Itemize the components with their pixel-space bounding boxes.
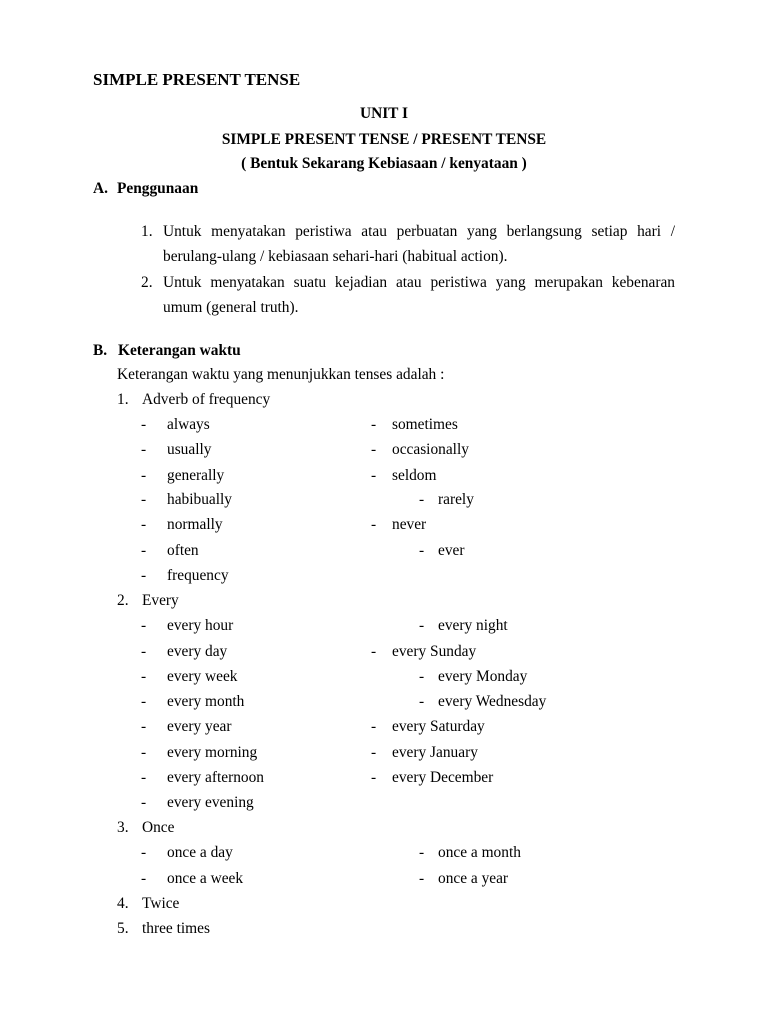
list-item-text: habibually <box>167 491 232 508</box>
bullet-dash: - <box>371 441 377 458</box>
list-item-text: normally <box>167 516 223 533</box>
list-item-text: every January <box>392 744 478 761</box>
list-item <box>371 416 458 434</box>
list-item <box>141 693 244 711</box>
list-item <box>419 693 546 711</box>
bullet-dash: - <box>141 441 147 458</box>
bullet-dash: - <box>141 744 147 761</box>
group-heading <box>117 391 270 409</box>
bullet-dash: - <box>419 542 425 559</box>
list-item-text: every Wednesday <box>438 693 547 710</box>
bullet-dash: - <box>141 718 147 735</box>
list-item <box>141 542 199 560</box>
list-item-text: every morning <box>167 744 258 761</box>
usage-item-text: umum (general truth). <box>163 299 299 316</box>
list-item <box>141 643 227 661</box>
list-item <box>419 668 527 686</box>
list-item-text: every Monday <box>438 668 528 685</box>
bullet-dash: - <box>141 769 147 786</box>
unit-title: SIMPLE PRESENT TENSE / PRESENT TENSE <box>221 131 547 148</box>
usage-item-text: berulang-ulang / kebiasaan sehari-hari (habitual action). <box>163 248 508 265</box>
unit-subtitle: ( Bentuk Sekarang Kebiasaan / kenyataan ) <box>241 155 527 172</box>
bullet-dash: - <box>141 668 147 685</box>
bullet-dash: - <box>141 467 147 484</box>
section-a-heading <box>93 180 198 198</box>
section-marker: B. <box>93 342 108 359</box>
list-item-text: every month <box>167 693 245 710</box>
list-item-text: every December <box>392 769 494 786</box>
list-item-text: frequency <box>167 567 229 584</box>
bullet-dash: - <box>419 491 425 508</box>
bullet-dash: - <box>141 643 147 660</box>
list-item-text: once a week <box>167 870 244 887</box>
list-item <box>141 491 232 509</box>
list-item-text: every day <box>167 643 228 660</box>
group-title: Twice <box>142 895 180 912</box>
list-item-text: generally <box>167 467 225 484</box>
group-number: 4. <box>117 895 129 912</box>
document-title: SIMPLE PRESENT TENSE <box>93 70 301 89</box>
bullet-dash: - <box>141 567 147 584</box>
bullet-dash: - <box>419 617 425 634</box>
bullet-dash: - <box>371 467 377 484</box>
group-title: Once <box>142 819 175 836</box>
section-b-heading <box>93 342 241 360</box>
bullet-dash: - <box>141 794 147 811</box>
group-heading <box>117 819 174 837</box>
bullet-dash: - <box>371 643 377 660</box>
bullet-dash: - <box>141 617 147 634</box>
usage-item-text: Untuk menyatakan suatu kejadian atau peristiwa yang merupakan kebenaran <box>163 274 675 291</box>
list-item <box>141 718 232 736</box>
list-item <box>141 467 224 485</box>
list-item-text: every afternoon <box>167 769 264 786</box>
list-item <box>419 870 508 888</box>
group-number: 2. <box>117 592 129 609</box>
bullet-dash: - <box>141 693 147 710</box>
list-item-text: every evening <box>167 794 254 811</box>
list-item <box>419 542 464 560</box>
group-number: 3. <box>117 819 129 836</box>
bullet-dash: - <box>371 744 377 761</box>
list-item <box>371 441 469 459</box>
list-item-text: once a day <box>167 844 233 861</box>
list-item <box>141 441 211 459</box>
list-item <box>371 718 485 736</box>
list-item <box>141 617 233 635</box>
list-item <box>141 668 238 686</box>
bullet-dash: - <box>371 769 377 786</box>
list-item <box>371 769 493 787</box>
list-item-text: always <box>167 416 210 433</box>
bullet-dash: - <box>141 870 147 887</box>
list-item <box>141 416 210 434</box>
group-heading <box>117 592 179 610</box>
list-item <box>419 844 521 862</box>
usage-item-number: 1. <box>141 223 153 240</box>
list-item <box>141 769 264 787</box>
list-item-text: never <box>392 516 427 533</box>
usage-item-number: 2. <box>141 274 153 291</box>
group-number: 1. <box>117 391 129 408</box>
list-item <box>141 870 243 888</box>
section-marker: A. <box>93 180 108 197</box>
list-item-text: occasionally <box>392 441 469 458</box>
group-heading <box>117 920 210 938</box>
group-number: 5. <box>117 920 129 937</box>
group-title: Adverb of frequency <box>142 391 271 408</box>
list-item-text: every hour <box>167 617 234 634</box>
list-item-text: every night <box>438 617 508 634</box>
list-item <box>141 567 229 585</box>
bullet-dash: - <box>371 416 377 433</box>
section-title: Penggunaan <box>117 180 199 197</box>
bullet-dash: - <box>141 516 147 533</box>
list-item-text: every Sunday <box>392 643 477 660</box>
list-item-text: every Saturday <box>392 718 485 735</box>
list-item <box>371 643 476 661</box>
list-item <box>371 744 478 762</box>
section-intro: Keterangan waktu yang menunjukkan tenses adalah : <box>117 366 445 383</box>
list-item <box>371 467 436 485</box>
list-item-text: every week <box>167 668 238 685</box>
list-item-text: seldom <box>392 467 437 484</box>
list-item <box>419 491 474 509</box>
list-item <box>141 794 254 812</box>
group-heading <box>117 895 179 913</box>
usage-item-text: Untuk menyatakan peristiwa atau perbuatan yang berlangsung setiap hari / <box>163 223 675 240</box>
group-title: three times <box>142 920 210 937</box>
list-item-text: rarely <box>438 491 474 508</box>
section-title: Keterangan waktu <box>118 342 241 359</box>
bullet-dash: - <box>141 542 147 559</box>
list-item <box>141 516 223 534</box>
bullet-dash: - <box>419 844 425 861</box>
list-item-text: sometimes <box>392 416 458 433</box>
list-item-text: usually <box>167 441 212 458</box>
unit-label: UNIT I <box>359 105 409 122</box>
group-title: Every <box>142 592 179 609</box>
list-item-text: often <box>167 542 199 559</box>
list-item <box>141 744 257 762</box>
list-item <box>141 844 233 862</box>
list-item-text: every year <box>167 718 232 735</box>
list-item-text: once a year <box>438 870 509 887</box>
bullet-dash: - <box>419 693 425 710</box>
list-item-text: once a month <box>438 844 521 861</box>
bullet-dash: - <box>419 870 425 887</box>
bullet-dash: - <box>141 416 147 433</box>
list-item <box>371 516 426 534</box>
bullet-dash: - <box>371 718 377 735</box>
bullet-dash: - <box>141 844 147 861</box>
bullet-dash: - <box>419 668 425 685</box>
list-item-text: ever <box>438 542 465 559</box>
bullet-dash: - <box>371 516 377 533</box>
list-item <box>419 617 508 635</box>
bullet-dash: - <box>141 491 147 508</box>
